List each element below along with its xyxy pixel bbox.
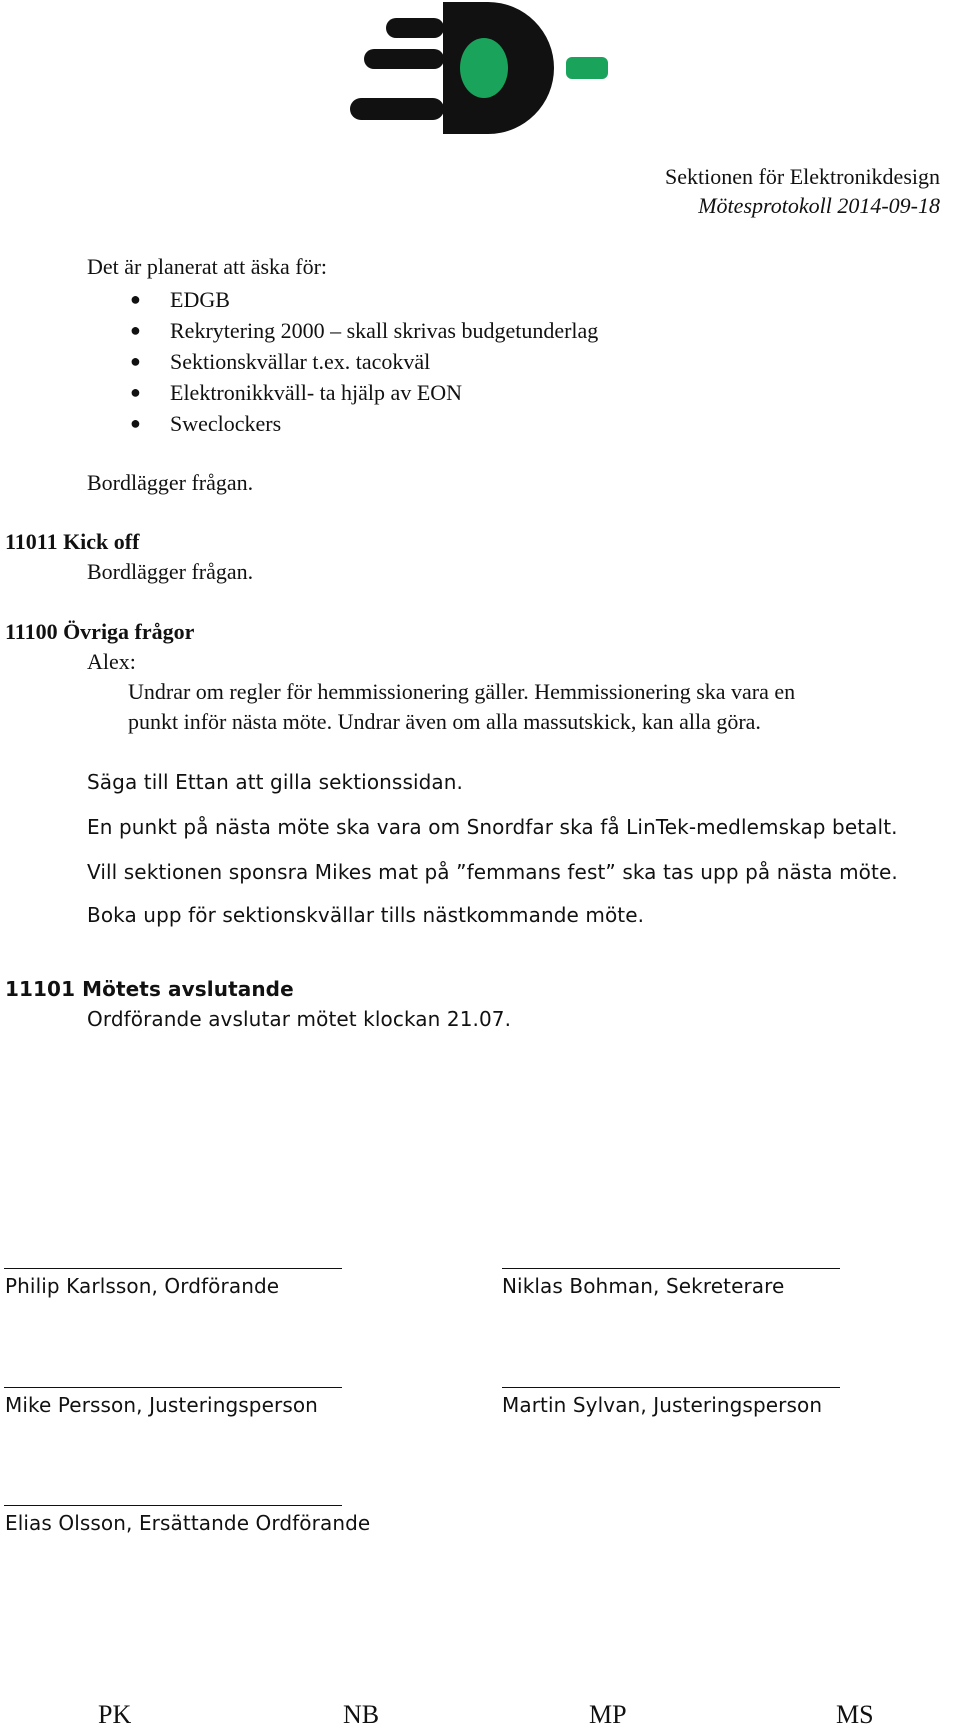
protocol-title: Mötesprotokoll 2014-09-18 — [698, 193, 940, 218]
heading-closing: 11101 Mötets avslutande — [5, 977, 294, 1001]
bullet-icon: ● — [130, 351, 141, 371]
section-name: Sektionen för Elektronikdesign — [665, 164, 940, 189]
logo-green-dash — [566, 57, 608, 79]
list-item: ● Elektronikkväll- ta hjälp av EON — [84, 377, 598, 408]
list-item: ● EDGB — [84, 284, 598, 315]
bullet-icon: ● — [130, 289, 141, 309]
signature-name: Niklas Bohman, Sekreterare — [502, 1274, 785, 1298]
section-logo — [348, 0, 614, 136]
kick-off-note: Bordlägger frågan. — [87, 559, 254, 584]
signature-line — [4, 1387, 342, 1388]
intro-text: Det är planerat att äska för: — [87, 254, 328, 279]
signature-name: Elias Olsson, Ersättande Ordförande — [5, 1511, 371, 1535]
signature-line — [4, 1505, 342, 1506]
funding-list — [84, 284, 598, 439]
list-item: ● Sweclockers — [84, 408, 598, 439]
initials-mp: MP — [589, 1700, 627, 1729]
question-line-2: punkt inför nästa möte. Undrar även om alla massutskick, kan alla göra. — [128, 709, 761, 734]
question-line-1: Undrar om regler för hemmissionering gäller. Hemmissionering ska vara en — [128, 679, 796, 704]
note-1: Säga till Ettan att gilla sektionssidan. — [87, 770, 464, 794]
list-item: ● Sektionskvällar t.ex. tacokväl — [84, 346, 598, 377]
heading-kick-off: 11011 Kick off — [5, 529, 140, 554]
logo-green-dot — [460, 38, 508, 98]
note-4: Boka upp för sektionskvällar tills nästkommande möte. — [87, 903, 645, 927]
logo-bar-middle — [364, 49, 444, 69]
logo-bar-bottom — [350, 98, 444, 120]
speaker-label: Alex: — [87, 649, 136, 674]
tabled-note: Bordlägger frågan. — [87, 470, 254, 495]
bullet-icon: ● — [130, 382, 141, 402]
initials-ms: MS — [836, 1700, 874, 1729]
heading-other-questions: 11100 Övriga frågor — [5, 619, 195, 644]
signature-line — [4, 1268, 342, 1269]
signature-line — [502, 1387, 840, 1388]
signature-name: Philip Karlsson, Ordförande — [5, 1274, 280, 1298]
closing-note: Ordförande avslutar mötet klockan 21.07. — [87, 1007, 512, 1031]
list-item: ● Rekrytering 2000 – skall skrivas budgetunderlag — [84, 315, 598, 346]
bullet-icon: ● — [130, 413, 141, 433]
initials-nb: NB — [343, 1700, 380, 1729]
bullet-icon: ● — [130, 320, 141, 340]
logo-bar-top — [386, 18, 444, 38]
signature-line — [502, 1268, 840, 1269]
initials-pk: PK — [98, 1700, 132, 1729]
note-2: En punkt på nästa möte ska vara om Snordfar ska få LinTek-medlemskap betalt. — [87, 815, 898, 839]
note-3: Vill sektionen sponsra Mikes mat på ”femmans fest” ska tas upp på nästa möte. — [87, 860, 898, 884]
signature-name: Mike Persson, Justeringsperson — [5, 1393, 318, 1417]
signature-name: Martin Sylvan, Justeringsperson — [502, 1393, 823, 1417]
